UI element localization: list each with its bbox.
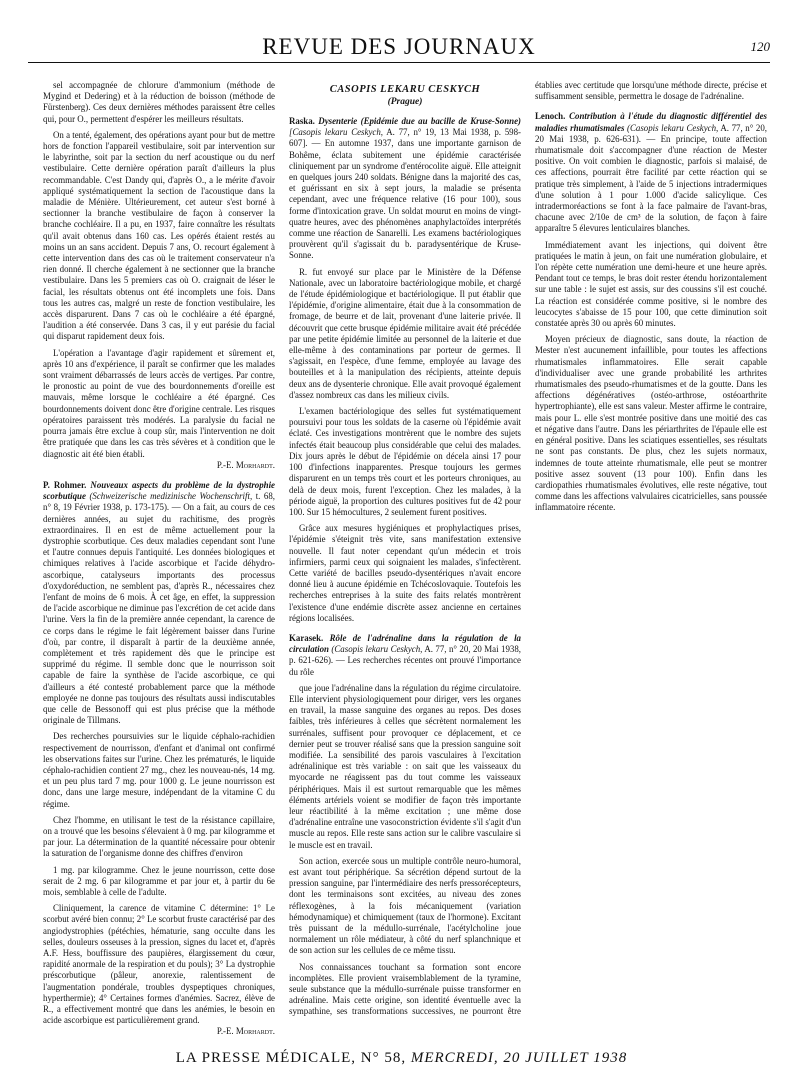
- paragraph: Grâce aux mesures hygiéniques et prophylactiques prises, l'épidémie s'éteignit très vite, sans manifestation extensive nouvelle. Il faut noter cependant qu'un médecin et trois infirmiers, parmi ceux qui soignaient les malades, s'infectèrent. Cette variété de bacilles pseudo-dysentériques n'avait encore donné lieu à aucune épidémie en Tchécoslovaquie. Toutefois les recherches entreprises à la suite des faits relatés montrèrent l'existence d'une endémie discrète assez ancienne en certaines régions localisées.: [289, 523, 521, 623]
- author-signature: P.-E. Morhardt.: [216, 459, 275, 470]
- article-body: A. 77, n° 20, 20 Mai 1938, p. 626-631). — En principe, toute affection rhumatismale doit s'accompagner d'une réaction de Mester positive. On voit combien le diagnostic, parfois si malaisé, de ces affections, pourrait être facilité par cette réaction qui se pratique très simplement, à l'aide de 5 injections intradermiques d'une solution à 1 pour 1.000 d'acide salicylique. Ces intradermoréactions se font à la face palmaire de l'avant-bras, chacune avec 2/10e de cm³ de la solution, de façon à faire apparaître 5 élevures lenticulaires blanches.: [535, 122, 767, 234]
- article-karasek: [289, 633, 521, 678]
- paragraph: 1 mg. par kilogramme. Chez le jeune nourrisson, cette dose serait de 2 mg. 6 par kilogramme et par jour et, à partir du 6e mois, semblable à celle de l'adulte.: [43, 864, 275, 898]
- article-source: (Schweizerische medizinische Wochenschrift,: [89, 491, 253, 502]
- article-author: Lenoch.: [535, 111, 566, 122]
- article-body: A. 77, n° 20, 20 Mai 1938, p. 621-626). — Les recherches récentes ont prouvé l'importance du rôle: [289, 644, 521, 677]
- section-subheading: (Prague): [387, 97, 423, 107]
- section-header: [289, 80, 521, 107]
- paragraph: sel accompagnée de chlorure d'ammonium (méthode de Mygind et Dedering) et à la réduction de boisson (méthode de Fürstenberg). Ces deux dernières méthodes paraissent être celles qui, pour O., permettent d'espérer les meilleurs résultats.: [43, 80, 275, 124]
- article-author: Karasek.: [289, 632, 324, 643]
- article-author: Raska.: [289, 116, 315, 126]
- author-signature: P.-E. Morhardt.: [216, 1026, 275, 1037]
- article-title: Dysenterie (Epidémie due au bacille de Kruse-Sonne): [318, 116, 522, 126]
- article-lenoch: [535, 111, 767, 234]
- paragraph: Des recherches poursuivies sur le liquide céphalo-rachidien respectivement de nourrisson, d'enfant et d'animal ont confirmé les observations faites sur l'urine. Chez les prématurés, le liquide céphalo-rachidien contient 27 mg., chez les nouveau-nés, 14 mg. et un peu plus tard 7 mg. pour 1000 g. Le jeune nourrisson est donc, dans une large mesure, indépendant de la vitamine C du régime.: [43, 731, 275, 809]
- article-source: (Casopis lekaru Ceskych,: [627, 122, 719, 133]
- paragraph: L'examen bactériologique des selles fut systématiquement poursuivi pour tous les soldats de la caserne où l'épidémie avait éclaté. Ces investigations montrèrent que le nombre des sujets infectés était beaucoup plus considérable que celui des malades. Dix jours après le début de l'épidémie on décela ainsi 17 pour 100 d'infections inapparentes. Presque toujours les germes disparurent en un temps très court et les porteurs chroniques, au delà de deux mois, furent l'exception. Chez les malades, à la période aiguë, la proportion des cultures positives fut de 42 pour 100. Sur 15 hémocultures, 2 seulement furent positives.: [289, 406, 521, 517]
- paragraph: [43, 903, 275, 1037]
- page-number: 120: [750, 39, 770, 54]
- article-author: P. Rohmer.: [43, 479, 87, 490]
- paragraph-text: Cliniquement, la carence de vitamine C détermine: 1° Le scorbut avéré bien connu; 2° Le scorbut fruste caractérisé par des angiodystrophies (pétéchies, hématurie, sang occulte dans les selles, douleurs osseuses à la pression, signes du lacet et, d'après A.F. Hess, bouffissure des paupières, élargissement du cœur, rapidité anormale de la respiration et du pouls); 3° La dystrophie préscorbutique (pâleur, anorexie, ralentissement de l'augmentation pondérale, troubles dyspeptiques chroniques, hyperthermie); 4° Certaines formes d'anémies. Sacrez, élève de R., a effectivement montré que dans les anémies, le besoin en acide ascorbique est particulièrement grand.: [43, 903, 275, 1026]
- paragraph: Son action, exercée sous un multiple contrôle neuro-humoral, est avant tout périphérique. Sa sécrétion dépend surtout de la pression sanguine, par l'intermédiaire des nerfs pressorécepteurs, dont les terminaisons sont excitées, au niveau des zones réflexogènes, à la fois mécaniquement (variation hémodynamique) et chimiquement (taux de l'hormone). Excitant très puissant de la médullo-surrénale, l'acétylcholine joue normalement un rôle médiateur, à côté du nerf splanchnique et de son action sur les cellules de ce même tissu.: [289, 855, 521, 956]
- paragraph: Nos connaissances touchant sa formation sont encore incomplètes. Elle provient vraisemblablement de la tyramine, seule substance que la médullo-surrénale puisse transformer en adrénaline. Mais cette origine, son identité éventuelle avec la sympathine, ses transformations successives, ne pourront être établies avec certitude que lorsqu'une méthode directe, précise et suffisamment sensible, permettra le dosage de l'adrénaline.: [289, 80, 767, 1017]
- paragraph: que joue l'adrénaline dans la régulation du régime circulatoire. Elle intervient physiologiquement pour diriger, vers les organes en travail, la masse sanguine des organes au repos. Des doses faibles, très inférieures à celles que sécrètent normalement les surrénales, suffisent pour provoquer ce déplacement, et ce dernier peut se trouver réalisé sans que la pression sanguine soit modifiée. La sensibilité des parois vasculaires à l'excitation adrénalinique est très variable : on sait que les vaisseaux du myocarde ne réagissent pas du tout comme les vaisseaux périphériques. Mais il est surtout remarquable que les mêmes éléments artériels voient se modifier de façon très importante leur réactibilité à la même excitation ; une même dose d'adrénaline entraîne une vasoconstriction évidente s'il s'agit d'un muscle au repos. Elle reste sans action sur le calibre vasculaire si le muscle est en travail.: [289, 682, 521, 850]
- article-source: (Casopis lekaru Ceskych,: [331, 644, 423, 655]
- article-title: Nouveaux aspects du problème de la dystrophie scorbutique: [43, 479, 276, 502]
- header-rule: [28, 62, 770, 63]
- paragraph: Immédiatement avant les injections, qui doivent être pratiquées le matin à jeun, on fait une numération globulaire, et l'on répète cette numération une demi-heure et une heure après. Pendant tout ce temps, le bras doit rester étendu horizontalement sur une table : le sujet est assis, sur des coussins s'il est couché. La réaction est considérée comme positive, si le nombre des leucocytes s'abaisse de 15 pour 100, que cette diminution soit constatée après 30 ou après 60 minutes.: [535, 239, 767, 329]
- article-body: t. 68, n° 8, 19 Février 1938, p. 173-175). — On a fait, au cours de ces dernières années, au sujet du rachitisme, des progrès extraordinaires. Il en est de même actuellement pour la dystrophie scorbutique. Ces deux maladies cependant sont l'une et l'autre connues depuis l'antiquité. Les données biologiques et chimiques relatives à l'acide ascorbique et l'acide déhydro-ascorbique, catalyseurs importants des processus d'oxydoréduction, ne semblent pas, d'après R., nécessaires chez l'enfant de moins de 6 mois. À cet âge, en effet, la suppression de l'acide ascorbique ne diminue pas l'excrétion de cet acide dans l'urine. Vers la fin de la première année cependant, la carence de ce corps dans le régime le fait légèrement baisser dans l'urine d'où, par contre, il disparaît à partir de la deuxième année, complètement et très rapidement dès que le principe est supprimé du régime. Il semble donc que le nourrisson soit capable de faire la synthèse de l'acide ascorbique, ce qui d'ailleurs a été contesté probablement parce que la méthode employée ne donne pas toujours des résultats aussi indiscutables que celle de Bessonoff qui est plus précise que la méthode originale de Tillmans.: [43, 491, 276, 726]
- article-title: Contribution à l'étude du diagnostic différentiel des maladies rhumatismales: [535, 111, 767, 133]
- paragraph: On a tenté, également, des opérations ayant pour but de mettre hors de fonction l'appareil vestibulaire, soit par intervention sur le labyrinthe, soit par la section du nerf acoustique ou du nerf vestibulaire. Cette dernière opération paraît d'ailleurs la plus recommandable. C'est Dandy qui, d'après O., a le mérite d'avoir appliqué systématiquement la section de l'acoustique dans la maladie de Ménière. Ultérieurement, cet auteur s'est borné à sectionner la branche vestibulaire de façon à conserver la branche cochléaire. Il a pu, en 1937, faire connaître les résultats qu'il avait obtenus dans 160 cas. Les opérés étaient restés au moins un an sans accident. Depuis 7 ans, O. recourt également à cette intervention dans des cas où le traitement conservateur n'a rien donné. Il cherche également à ne sectionner que la branche vestibulaire. Dans les 5 premiers cas où O. craignait de léser le facial, les résultats obtenus ont été incomplets une fois. Dans tous les autres cas, malgré un reste de fonction vestibulaire, les accès disparurent. Dans 7 cas où le cochléaire a été épargné, l'audition a été conservée. Dans 3 cas, il y eut parésie du facial qui disparut rapidement deux fois.: [43, 129, 275, 342]
- article-columns: [43, 80, 767, 1040]
- paragraph: Moyen précieux de diagnostic, sans doute, la réaction de Mester n'est aucunement infaillible, pour toutes les affections rhumatismales inflammatoires. Elle serait capable d'individualiser avec une grande probabilité les arthrites rhumatismales des pseudo-rhumatismes et de la goutte. Dans les affections dégénératives (ostéo-arthrose, ostéoarthrite hypertrophiante), elle est sans valeur. Mester affirme le contraire, mais pour L. elle s'est montrée positive dans une moitié des cas et négative dans l'autre. Dans les périarthrites de l'épaule elle est en général positive. Dans les sciatiques essentielles, ses résultats ne sont pas constants. De plus, chez les sujets normaux, indemnes de toute atteinte rhumatismale, elle peut se montrer positive assez souvent (13 pour 100). Enfin dans les cardiopathies rhumatismales évolutives, elle reste négative, tout comme dans les affections valvulaires cicatricielles, sans poussée inflammatoire récente.: [535, 334, 767, 513]
- article-rohmer: [43, 480, 275, 726]
- footer-journal: LA PRESSE MÉDICALE, N° 58,: [175, 1050, 407, 1066]
- section-heading: CASOPIS LEKARU CESKYCH: [329, 84, 481, 95]
- paragraph: Chez l'homme, en utilisant le test de la résistance capillaire, on a trouvé que les besoins s'élevaient à 0 mg. par kilogramme et par jour. La détermination de la quantité nécessaire pour obtenir la saturation de l'organisme donne des chiffres d'environ: [43, 814, 275, 859]
- article-body: A. 77, n° 19, 13 Mai 1938, p. 598-607]. — En automne 1937, dans une importante garnison de Bohême, éclata subitement une épidémie caractérisée cliniquement par un syndrome d'entérocolite aiguë. Elle atteignit en quelques jours 240 soldats. Bénigne dans la majorité des cas, et guérissant en six à sept jours, la maladie se présenta cependant, avec une fréquence relative (16 pour 100), sous forme d'intoxication grave. Un soldat mourut en moins de vingt-quatre heures, avec des phénomènes anaphylactoïdes interprétés comme une réaction de Sanarelli. Les examens bactériologiques prouvèrent qu'il s'agissait du b. paradysentérique de Kruse-Sonne.: [289, 127, 521, 261]
- paragraph: R. fut envoyé sur place par le Ministère de la Défense Nationale, avec un laboratoire bactériologique mobile, et chargé de l'étude épidémiologique et bactériologique. Il put établir que l'épidémie, d'origine alimentaire, était due à la consommation de fromage, de beurre et de lait, provenant d'une laiterie privée. Il découvrit que cette brusque épidémie militaire avait été précédée par une petite épidémie limitée au personnel de la laiterie et due elle-même à des contaminations par porteur de germes. Il s'agissait, en l'espèce, d'une femme, employée au lavage des bouteilles et à la manipulation des récipients, atteinte depuis deux ans de dysenterie chronique. Elle avait provoqué également d'assez nombreux cas dans les milieux civils.: [289, 266, 521, 400]
- page-header: [28, 28, 770, 64]
- paragraph-text: L'opération a l'avantage d'agir rapidement et sûrement et, après 10 ans d'expérience, il paraît se confirmer que les malades sont vraiment débarrassés de leurs accès de vertiges. Par contre, le pronostic au point de vue des bourdonnements d'oreille est mauvais, même lorsque le cochléaire a été épargné. Ces bourdonnements doivent donc être d'origine centrale. Les risques opératoires paraissent très modérés. La paralysie du facial ne pourra jamais être exclue à coup sûr, mais l'intervention ne doit être pratiquée que dans les cas très sévères et à condition que le diagnostic ait été bien établi.: [43, 347, 275, 459]
- paragraph: [43, 348, 275, 471]
- page-footer: [43, 1050, 760, 1067]
- article-source: [Casopis lekaru Ceskych,: [289, 127, 383, 138]
- journal-title: REVUE DES JOURNAUX: [262, 34, 536, 59]
- article-title: Rôle de l'adrénaline dans la régulation de la circulation: [289, 632, 521, 655]
- article-raska: [289, 116, 521, 262]
- footer-date: MERCREDI, 20 JUILLET 1938: [410, 1050, 628, 1066]
